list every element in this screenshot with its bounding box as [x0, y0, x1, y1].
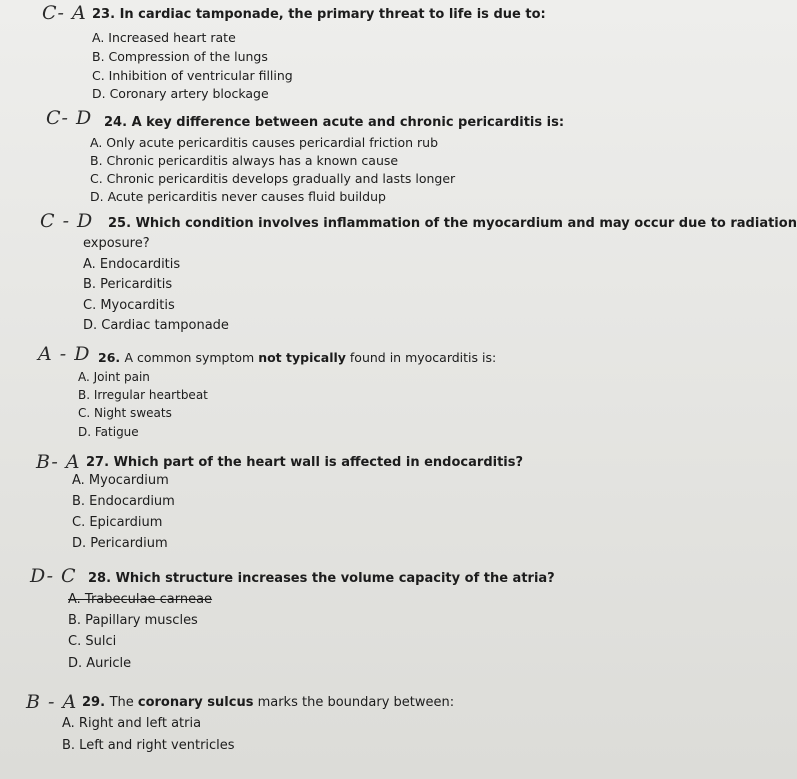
question-26-number: 26.	[98, 350, 121, 365]
q26-option-c: C. Night sweats	[78, 406, 172, 420]
q23-option-b: B. Compression of the lungs	[92, 49, 268, 64]
q27-option-c: C. Epicardium	[72, 515, 163, 530]
question-29-text-pre: The	[109, 695, 138, 710]
q27-option-a: A. Myocardium	[72, 473, 169, 488]
handwritten-answer-28: D- C	[30, 565, 77, 587]
q23-option-d: D. Coronary artery blockage	[92, 86, 269, 101]
q26-option-a: A. Joint pain	[78, 370, 150, 384]
question-26-stem	[98, 350, 496, 365]
question-25-stem-line2: exposure?	[83, 236, 150, 251]
q24-option-c: C. Chronic pericarditis develops gradually and lasts longer	[90, 171, 456, 186]
question-27-number: 27.	[86, 455, 110, 470]
question-25-text: Which condition involves inflammation of the myocardium and may occur due to radiation	[135, 216, 797, 231]
q28-option-d: D. Auricle	[68, 656, 132, 671]
q25-option-d: D. Cardiac tamponade	[83, 318, 229, 333]
question-24-stem	[104, 115, 564, 130]
question-28-stem	[88, 571, 555, 586]
handwritten-answer-27: B- A	[36, 451, 81, 473]
question-25-stem	[108, 216, 797, 231]
question-29-text-emphasis: coronary sulcus	[137, 695, 254, 710]
question-26-text-emphasis: not typically	[258, 350, 346, 365]
handwritten-answer-29: B - A	[26, 691, 78, 713]
q26-option-d: D. Fatigue	[78, 425, 139, 439]
q29-option-b: B. Left and right ventricles	[62, 738, 235, 753]
question-27-stem	[86, 455, 523, 470]
q28-option-c: C. Sulci	[68, 634, 117, 649]
q24-option-b: B. Chronic pericarditis always has a known cause	[90, 153, 399, 168]
question-25-number: 25.	[108, 216, 132, 231]
q23-option-a: A. Increased heart rate	[92, 30, 236, 45]
question-26-text-post: found in myocarditis is:	[345, 350, 497, 365]
handwritten-answer-23: C- A	[42, 2, 87, 24]
q29-option-a: A. Right and left atria	[62, 716, 202, 731]
q25-option-c: C. Myocarditis	[83, 298, 175, 313]
question-29-stem	[82, 695, 454, 710]
q28-option-b: B. Papillary muscles	[68, 613, 198, 628]
q23-option-c: C. Inhibition of ventricular filling	[92, 68, 293, 83]
question-28-text: Which structure increases the volume capacity of the atria?	[115, 571, 555, 586]
handwritten-answer-25: C - D	[40, 210, 94, 232]
question-26-text-pre: A common symptom	[124, 350, 259, 365]
q28-option-a: A. Trabeculae carneae	[68, 592, 213, 607]
q26-option-b: B. Irregular heartbeat	[78, 388, 208, 402]
q25-option-b: B. Pericarditis	[83, 277, 173, 292]
q25-option-a: A. Endocarditis	[83, 257, 181, 272]
question-24-text: A key difference between acute and chronic pericarditis is:	[131, 115, 565, 130]
q24-option-a: A. Only acute pericarditis causes pericardial friction rub	[90, 135, 439, 150]
question-27-text: Which part of the heart wall is affected in endocarditis?	[113, 455, 524, 470]
handwritten-answer-24: C- D	[46, 107, 93, 129]
question-29-text-post: marks the boundary between:	[253, 695, 455, 710]
handwritten-answer-26: A - D	[38, 343, 91, 365]
question-28-number: 28.	[88, 571, 112, 586]
question-23-text: In cardiac tamponade, the primary threat to life is due to:	[119, 7, 546, 22]
q24-option-d: D. Acute pericarditis never causes fluid buildup	[90, 189, 386, 204]
q27-option-b: B. Endocardium	[72, 494, 175, 509]
q27-option-d: D. Pericardium	[72, 536, 168, 551]
question-23-number: 23.	[92, 7, 116, 22]
question-24-number: 24.	[104, 115, 128, 130]
question-23-stem	[92, 7, 546, 22]
question-29-number: 29.	[82, 695, 106, 710]
